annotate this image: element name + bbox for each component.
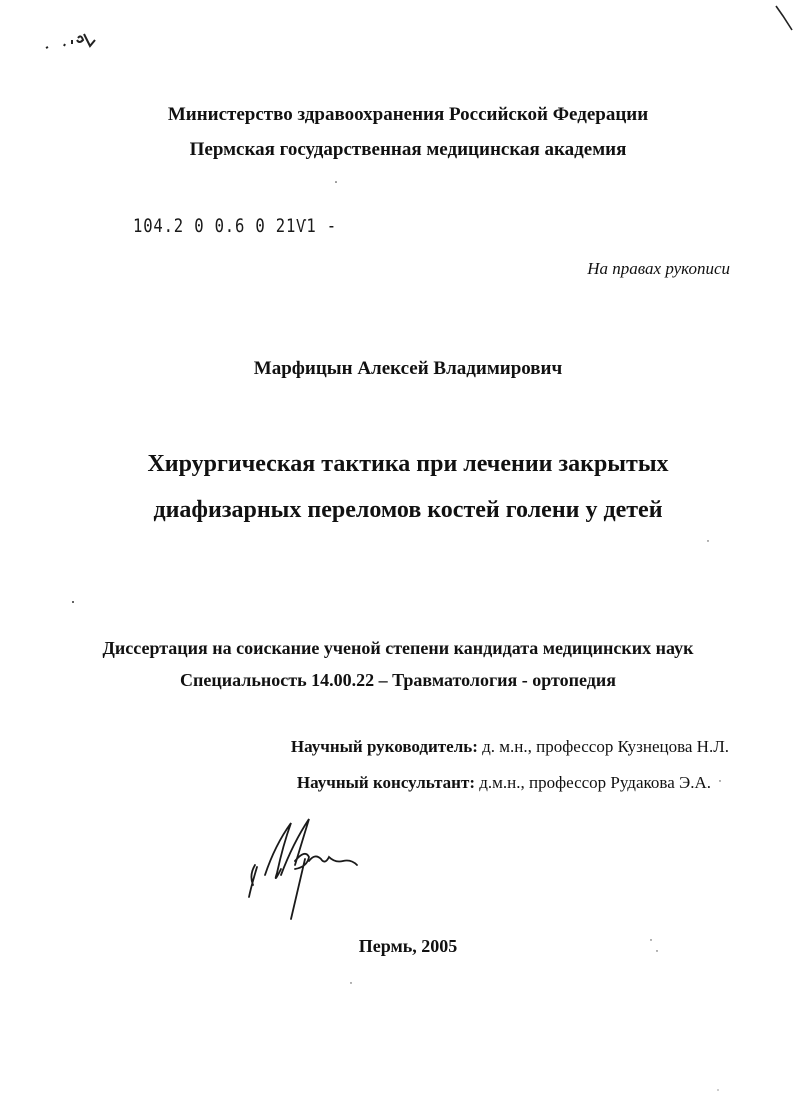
rights-note: На правах рукописи (587, 259, 730, 278)
dissertation-title-line-2: диафизарных переломов костей голени у детей (153, 497, 663, 523)
supervisor-label: Научный руководитель: (290, 737, 478, 756)
supervisor-value: д. м.н., профессор Кузнецова Н.Л. (477, 737, 729, 756)
consultant-label: Научный консультант: (296, 773, 475, 792)
city-year: Пермь, 2005 (358, 936, 458, 956)
scientific-supervisor (291, 737, 729, 757)
degree-statement: Диссертация на соискание ученой степени кандидата медицинских наук (102, 638, 694, 658)
author-name: Марфицын Алексей Владимирович (253, 358, 563, 379)
ministry-name: Министерство здравоохранения Российской Федерации (167, 104, 649, 125)
specialty-statement: Специальность 14.00.22 – Травматология - ортопедия (180, 670, 616, 690)
scientific-consultant (297, 773, 711, 793)
consultant-value: д.м.н., профессор Рудакова Э.А. (475, 773, 711, 792)
dissertation-title-line-1: Хирургическая тактика при лечении закрытых (147, 451, 669, 477)
signature-icon (243, 815, 368, 925)
academy-name: Пермская государственная медицинская академия (189, 139, 627, 160)
archive-code: 104.2 0 0.6 0 21Ѵ1 - (133, 215, 337, 237)
